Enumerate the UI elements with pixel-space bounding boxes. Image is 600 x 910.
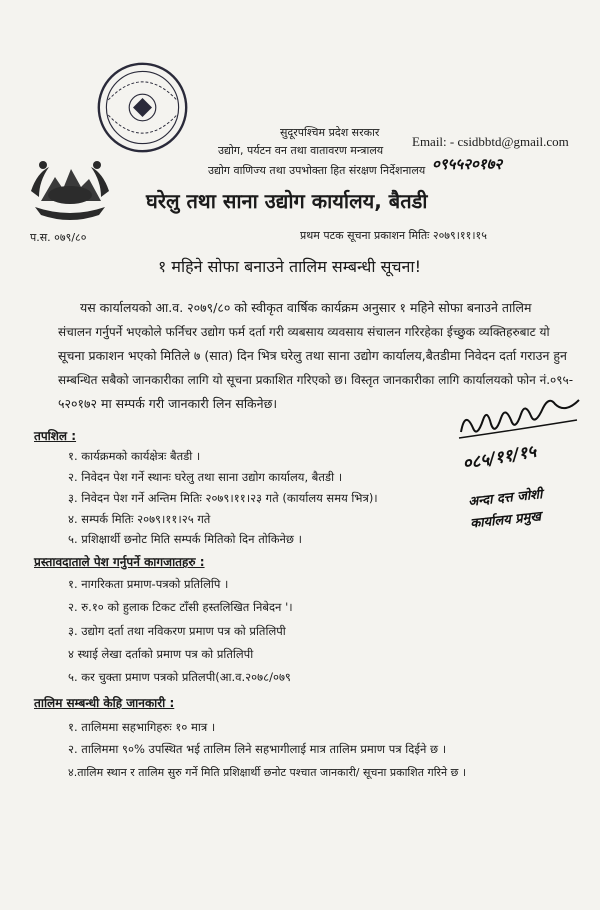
government-emblem-icon [25, 155, 115, 225]
training-heading: तालिम सम्बन्धी केहि जानकारी : [34, 696, 175, 710]
documents-item: ३. उद्योग दर्ता तथा नविकरण प्रमाण पत्र को प्रतिलिपी [68, 624, 286, 638]
documents-item: १. नागरिकता प्रमाण-पत्रको प्रतिलिपि । [68, 577, 229, 591]
signature-date: ०८५/११/१५ [461, 441, 538, 475]
signatory-title: कार्यालय प्रमुख [469, 509, 542, 532]
training-item: २. तालिममा ९०% उपस्थित भई तालिम लिने सहभागीलाई मात्र तालिम प्रमाण पत्र दिईने छ । [68, 742, 447, 756]
directorate-line: उद्योग वाणिज्य तथा उपभोक्ता हित संरक्षण निर्देशनालय [208, 164, 426, 177]
paragraph-line-4: सम्बन्धित सबैको जानकारीका लागि यो सूचना प्रकाशित गरिएको छ। विस्तृत जानकारीका लागि कार्यालयको फोन नं.०९५- [58, 373, 574, 387]
details-item: ५. प्रशिक्षार्थी छनोट मिति सम्पर्क मितिको दिन तोकिनेछ । [68, 532, 302, 546]
signatory-name: अन्दा दत्त जोशी [467, 487, 544, 510]
documents-item: ४ स्थाई लेखा दर्ताको प्रमाण पत्र को प्रतिलिपी [68, 647, 254, 661]
office-seal-stamp [95, 60, 190, 155]
ministry-line: उद्योग, पर्यटन वन तथा वातावरण मन्त्रालय [218, 144, 384, 157]
paragraph-line-2: संचालन गर्नुपर्ने भएकोले फर्निचर उद्योग फर्म दर्ता गरी व्यबसाय व्यवसाय संचालन गरिरहेका ईच्छुक व्यक्तिहरुबाट यो [58, 325, 550, 339]
office-title: घरेलु तथा साना उद्योग कार्यालय, बैतडी [146, 189, 428, 213]
notice-subject: १ महिने सोफा बनाउने तालिम सम्बन्धी सूचना! [158, 257, 421, 276]
details-item: ४. सम्पर्क मितिः २०७९।११।२५ गते [68, 512, 211, 526]
details-heading: तपशिल : [34, 429, 77, 443]
details-item: १. कार्यक्रमको कार्यक्षेत्रः बैतडी । [68, 449, 201, 463]
documents-item: २. रु.१० को हुलाक टिकट टाँसी हस्तलिखित निबेदन '। [68, 600, 293, 614]
details-item: ३. निवेदन पेश गर्ने अन्तिम मितिः २०७९।११।२३ गते (कार्यालय समय भित्र)। [68, 491, 378, 505]
reference-number: प.स. ०७९/८० [30, 231, 87, 244]
documents-item: ५. कर चुक्ता प्रमाण पत्रको प्रतिलपी(आ.व.२०७८/०७९ [68, 670, 291, 684]
province-line: सुदूरपश्चिम प्रदेश सरकार [280, 126, 380, 139]
documents-heading: प्रस्तावदाताले पेश गर्नुपर्ने कागजातहरु : [34, 555, 205, 569]
training-item: ४.तालिम स्थान र तालिम सुरु गर्ने मिति प्रशिक्षार्थी छनोट पश्चात जानकारी/ सूचना प्रकाशित गरिने छ । [68, 766, 467, 779]
publication-date: प्रथम पटक सूचना प्रकाशन मितिः २०७९।११।१५ [300, 229, 487, 242]
paragraph-line-3: सूचना प्रकाशन भएको मितिले ७ (सात) दिन भित्र घरेलु तथा साना उद्योग कार्यालय,बैतडीमा निवेदन दर्ता गराउन हुन [58, 348, 567, 363]
email-address: Email: - csidbbtd@gmail.com [412, 134, 569, 149]
paragraph-line-1: यस कार्यालयको आ.व. २०७९/८० को स्वीकृत वार्षिक कार्यक्रम अनुसार १ महिने सोफा बनाउने तालिम [80, 300, 532, 315]
paragraph-line-5: ५२०१७२ मा सम्पर्क गरी जानकारी लिन सकिनेछ। [58, 396, 278, 411]
training-item: १. तालिममा सहभागिहरुः १० मात्र । [68, 720, 216, 734]
phone-number-handwritten: ०९५५२०१७२ [432, 155, 503, 173]
details-item: २. निवेदन पेश गर्ने स्थानः घरेलु तथा साना उद्योग कार्यालय, बैतडी । [68, 470, 343, 484]
